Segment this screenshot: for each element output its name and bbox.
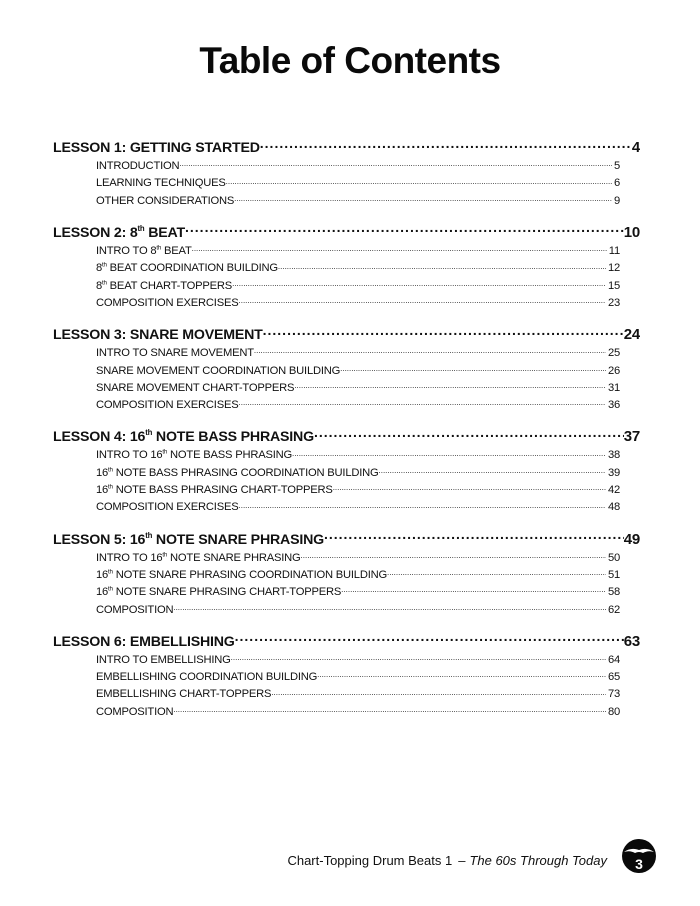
dot-leader (333, 482, 606, 493)
section-title: INTRO TO 8th BEAT (96, 244, 192, 258)
section-title: OTHER CONSIDERATIONS (96, 194, 235, 207)
dot-leader (185, 223, 624, 237)
toc-lesson-heading[interactable] (53, 632, 640, 652)
toc-section-row[interactable] (53, 669, 640, 686)
section-title: 16th NOTE SNARE PHRASING COORDINATION BUILDING (96, 568, 388, 581)
book-title: Chart-Topping Drum Beats 1 (287, 853, 453, 868)
section-title: 8th BEAT COORDINATION BUILDING (96, 261, 278, 275)
section-title: EMBELLISHING CHART-TOPPERS (96, 688, 272, 701)
dot-leader (271, 686, 606, 697)
dot-leader (341, 584, 606, 595)
toc-section-row[interactable] (53, 499, 640, 516)
dot-leader (231, 652, 606, 663)
dot-leader (179, 158, 612, 169)
toc-lesson-4 (53, 427, 640, 516)
toc-lesson-heading[interactable] (53, 325, 640, 345)
toc-section-row[interactable] (53, 584, 640, 601)
dot-leader (232, 277, 606, 288)
lesson-page-number: 49 (623, 530, 640, 548)
section-title: LEARNING TECHNIQUES (96, 177, 226, 190)
page-title: Table of Contents (199, 40, 501, 81)
section-page-number: 58 (607, 586, 620, 599)
dot-leader (173, 601, 606, 612)
toc-lesson-6 (53, 632, 640, 721)
toc-section-row[interactable] (53, 652, 640, 669)
toc-lesson-heading[interactable] (53, 223, 640, 243)
dot-leader (324, 529, 624, 543)
page-number: 3 (635, 856, 643, 872)
section-title: SNARE MOVEMENT COORDINATION BUILDING (96, 364, 341, 377)
toc-section-row[interactable] (53, 686, 640, 703)
section-page-number: 12 (607, 262, 620, 275)
toc-lesson-3 (53, 325, 640, 414)
section-page-number: 23 (607, 296, 620, 309)
toc-section-row[interactable] (53, 567, 640, 584)
toc-section-row[interactable] (53, 158, 640, 175)
section-page-number: 50 (607, 551, 620, 564)
section-title: INTRO TO SNARE MOVEMENT (96, 347, 254, 360)
dot-leader (235, 632, 624, 646)
lesson-page-number: 4 (631, 139, 640, 157)
section-page-number: 51 (607, 568, 620, 581)
toc-section-row[interactable] (53, 243, 640, 260)
toc-section-row[interactable] (53, 704, 640, 721)
drum-head-page-badge-icon (621, 838, 657, 874)
toc-lesson-1 (53, 138, 640, 210)
dot-leader (260, 138, 632, 152)
lesson-title: LESSON 3: SNARE MOVEMENT (53, 327, 263, 344)
section-title: INTRO TO 16th NOTE BASS PHRASING (96, 448, 293, 462)
dot-leader (192, 243, 607, 254)
section-title: COMPOSITION EXERCISES (96, 296, 239, 309)
section-page-number: 73 (607, 688, 620, 701)
dot-leader (294, 380, 606, 391)
section-page-number: 64 (607, 653, 620, 666)
section-title: INTRO TO 16th NOTE SNARE PHRASING (96, 551, 301, 564)
section-title: 16th NOTE SNARE PHRASING CHART-TOPPERS (96, 585, 342, 599)
lesson-title: LESSON 5: 16th NOTE SNARE PHRASING (53, 530, 324, 548)
toc-section-row[interactable] (53, 295, 640, 312)
section-page-number: 15 (607, 279, 620, 292)
book-subtitle: The 60s Through Today (469, 853, 607, 868)
lesson-title: LESSON 6: EMBELLISHING (53, 633, 235, 650)
section-title: 16th NOTE BASS PHRASING CHART-TOPPERS (96, 483, 333, 497)
table-of-contents (53, 138, 640, 734)
section-page-number: 48 (607, 501, 620, 514)
section-title: SNARE MOVEMENT CHART-TOPPERS (96, 381, 295, 394)
toc-lesson-heading[interactable] (53, 529, 640, 549)
dot-leader (301, 549, 606, 560)
section-title: EMBELLISHING COORDINATION BUILDING (96, 671, 318, 684)
lesson-title: LESSON 1: GETTING STARTED (53, 140, 260, 157)
dot-leader (239, 397, 606, 408)
toc-section-row[interactable] (53, 193, 640, 210)
section-title: COMPOSITION EXERCISES (96, 399, 239, 412)
toc-section-row[interactable] (53, 345, 640, 362)
toc-section-row[interactable] (53, 277, 640, 294)
dot-leader (314, 427, 624, 441)
section-page-number: 5 (613, 160, 620, 173)
dot-leader (173, 704, 606, 715)
toc-section-row[interactable] (53, 380, 640, 397)
section-title: 8th BEAT CHART-TOPPERS (96, 279, 233, 292)
dot-leader (340, 362, 606, 373)
dot-leader (239, 295, 606, 306)
section-page-number: 9 (613, 194, 620, 207)
section-page-number: 26 (607, 364, 620, 377)
lesson-page-number: 24 (623, 326, 640, 344)
dot-leader (278, 260, 606, 271)
dot-leader (226, 175, 612, 186)
section-page-number: 42 (607, 484, 620, 497)
toc-section-row[interactable] (53, 601, 640, 618)
toc-section-row[interactable] (53, 465, 640, 482)
toc-lesson-heading[interactable] (53, 427, 640, 447)
dot-leader (234, 193, 612, 204)
section-title: 16th NOTE BASS PHRASING COORDINATION BUILDING (96, 466, 379, 479)
toc-section-row[interactable] (53, 549, 640, 566)
section-page-number: 80 (607, 705, 620, 718)
section-title: COMPOSITION (96, 603, 174, 616)
section-title: INTRO TO EMBELLISHING (96, 653, 231, 666)
section-page-number: 65 (607, 671, 620, 684)
toc-lesson-2 (53, 223, 640, 312)
section-title: INTRODUCTION (96, 160, 180, 173)
dot-leader (263, 325, 624, 339)
toc-section-row[interactable] (53, 447, 640, 464)
toc-section-row[interactable] (53, 397, 640, 414)
lesson-page-number: 37 (623, 428, 640, 446)
lesson-title: LESSON 2: 8th BEAT (53, 224, 186, 242)
lesson-page-number: 10 (623, 224, 640, 242)
dot-leader (239, 499, 606, 510)
section-page-number: 38 (607, 449, 620, 462)
section-page-number: 31 (607, 381, 620, 394)
toc-section-row[interactable] (53, 175, 640, 192)
section-page-number: 11 (608, 245, 620, 258)
toc-section-row[interactable] (53, 482, 640, 499)
dot-leader (317, 669, 606, 680)
toc-section-row[interactable] (53, 260, 640, 277)
section-title: COMPOSITION EXERCISES (96, 501, 239, 514)
dot-leader (379, 465, 606, 476)
section-page-number: 36 (607, 399, 620, 412)
toc-lesson-5 (53, 529, 640, 618)
section-page-number: 6 (613, 177, 620, 190)
title-separator: – (458, 853, 466, 868)
page-footer (0, 853, 607, 868)
section-page-number: 25 (607, 347, 620, 360)
dot-leader (254, 345, 606, 356)
toc-lesson-heading[interactable] (53, 138, 640, 158)
lesson-title: LESSON 4: 16th NOTE BASS PHRASING (53, 428, 314, 446)
toc-section-row[interactable] (53, 362, 640, 379)
section-page-number: 39 (607, 466, 620, 479)
dot-leader (292, 447, 606, 458)
dot-leader (387, 567, 606, 578)
section-title: COMPOSITION (96, 705, 174, 718)
lesson-page-number: 63 (623, 632, 640, 650)
section-page-number: 62 (607, 603, 620, 616)
